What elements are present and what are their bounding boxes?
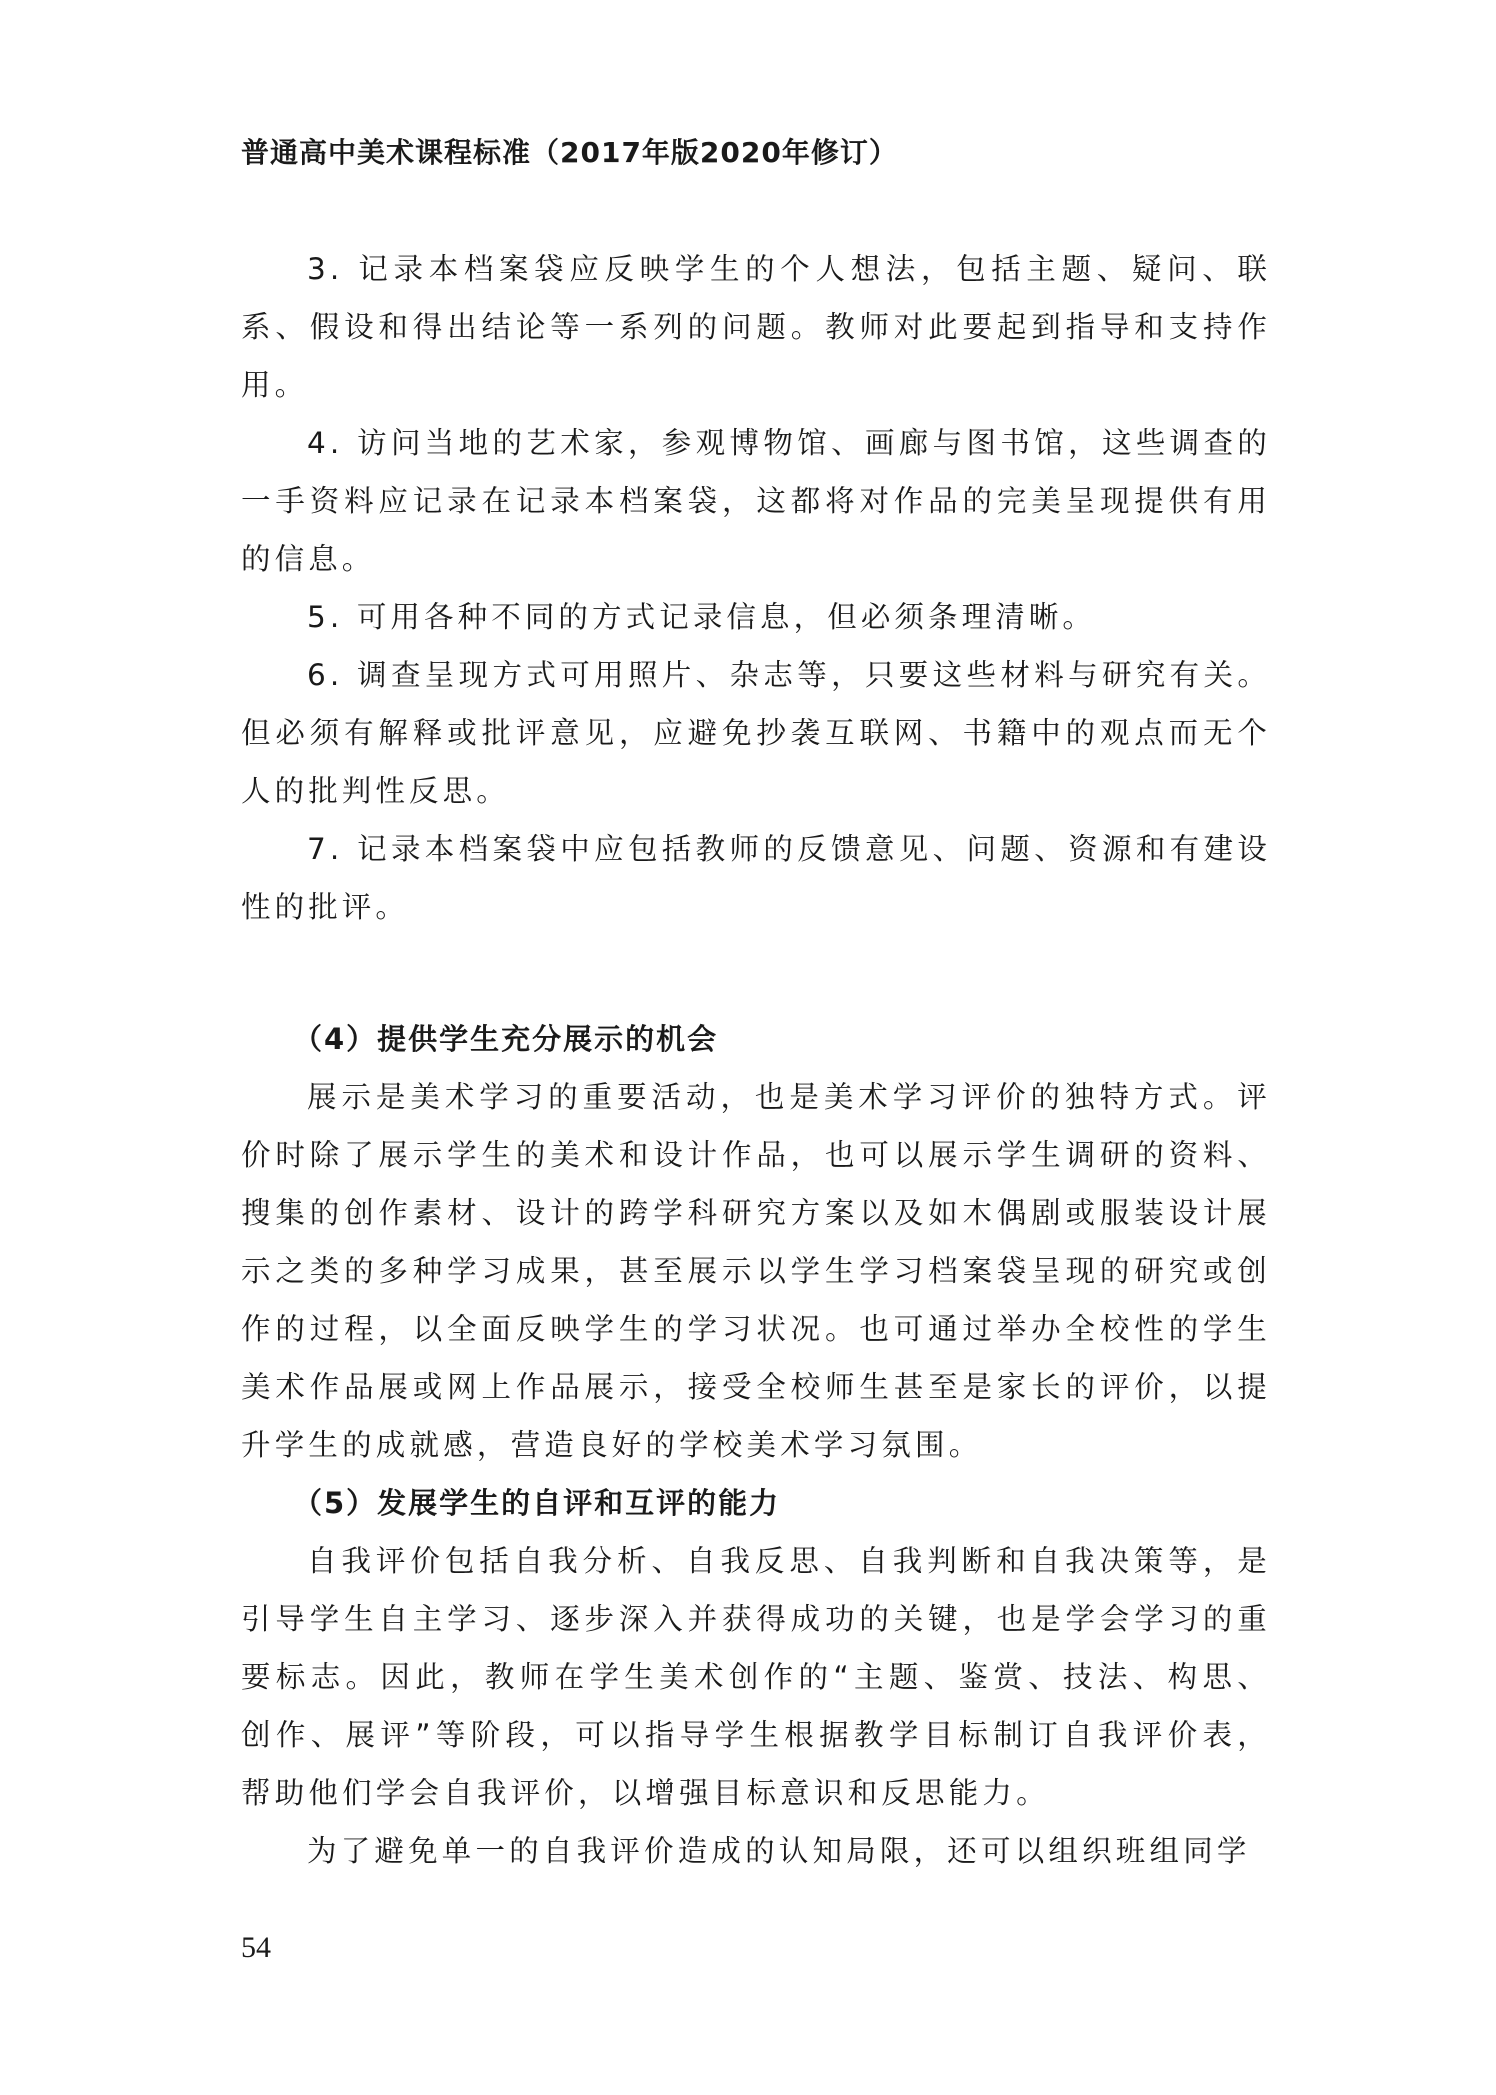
list-item: 6. 调查呈现方式可用照片、杂志等，只要这些材料与研究有关。但必须有解释或批评意见，应避免抄袭互联网、书籍中的观点而无个人的批判性反思。 <box>241 658 1271 808</box>
page-number: 54 <box>241 1931 271 1964</box>
portfolio-guidelines-list <box>241 240 1271 936</box>
section-heading-4: （4）提供学生充分展示的机会 <box>293 1022 719 1056</box>
section-4-paragraph: 展示是美术学习的重要活动，也是美术学习评价的独特方式。评价时除了展示学生的美术和设计作品，也可以展示学生调研的资料、搜集的创作素材、设计的跨学科研究方案以及如木偶剧或服装设计展示之类的多种学习成果，甚至展示以学生学习档案袋呈现的研究或创作的过程，以全面反映学生的学习状况。也可通过举办全校性的学生美术作品展或网上作品展示，接受全校师生甚至是家长的评价，以提升学生的成就感，营造良好的学校美术学习氛围。 <box>241 1080 1271 1462</box>
section-5-paragraph: 自我评价包括自我分析、自我反思、自我判断和自我决策等，是引导学生自主学习、逐步深入并获得成功的关键，也是学会学习的重要标志。因此，教师在学生美术创作的“主题、鉴赏、技法、构思、创作、展评”等阶段，可以指导学生根据教学目标制订自我评价表，帮助他们学会自我评价，以增强目标意识和反思能力。 <box>241 1544 1271 1810</box>
section-heading-5: （5）发展学生的自评和互评的能力 <box>293 1486 781 1520</box>
list-item: 7. 记录本档案袋中应包括教师的反馈意见、问题、资源和有建设性的批评。 <box>241 832 1271 924</box>
section-5-paragraph: 为了避免单一的自我评价造成的认知局限，还可以组织班组同学 <box>307 1834 1251 1868</box>
list-item: 3. 记录本档案袋应反映学生的个人想法，包括主题、疑问、联系、假设和得出结论等一系列的问题。教师对此要起到指导和支持作用。 <box>241 252 1271 402</box>
running-head-title: 普通高中美术课程标准（2017年版2020年修订） <box>241 136 898 169</box>
main-content <box>241 1010 1271 1880</box>
list-item: 5. 可用各种不同的方式记录信息，但必须条理清晰。 <box>307 600 1097 634</box>
list-item: 4. 访问当地的艺术家，参观博物馆、画廊与图书馆，这些调查的一手资料应记录在记录本档案袋，这都将对作品的完美呈现提供有用的信息。 <box>241 426 1271 576</box>
